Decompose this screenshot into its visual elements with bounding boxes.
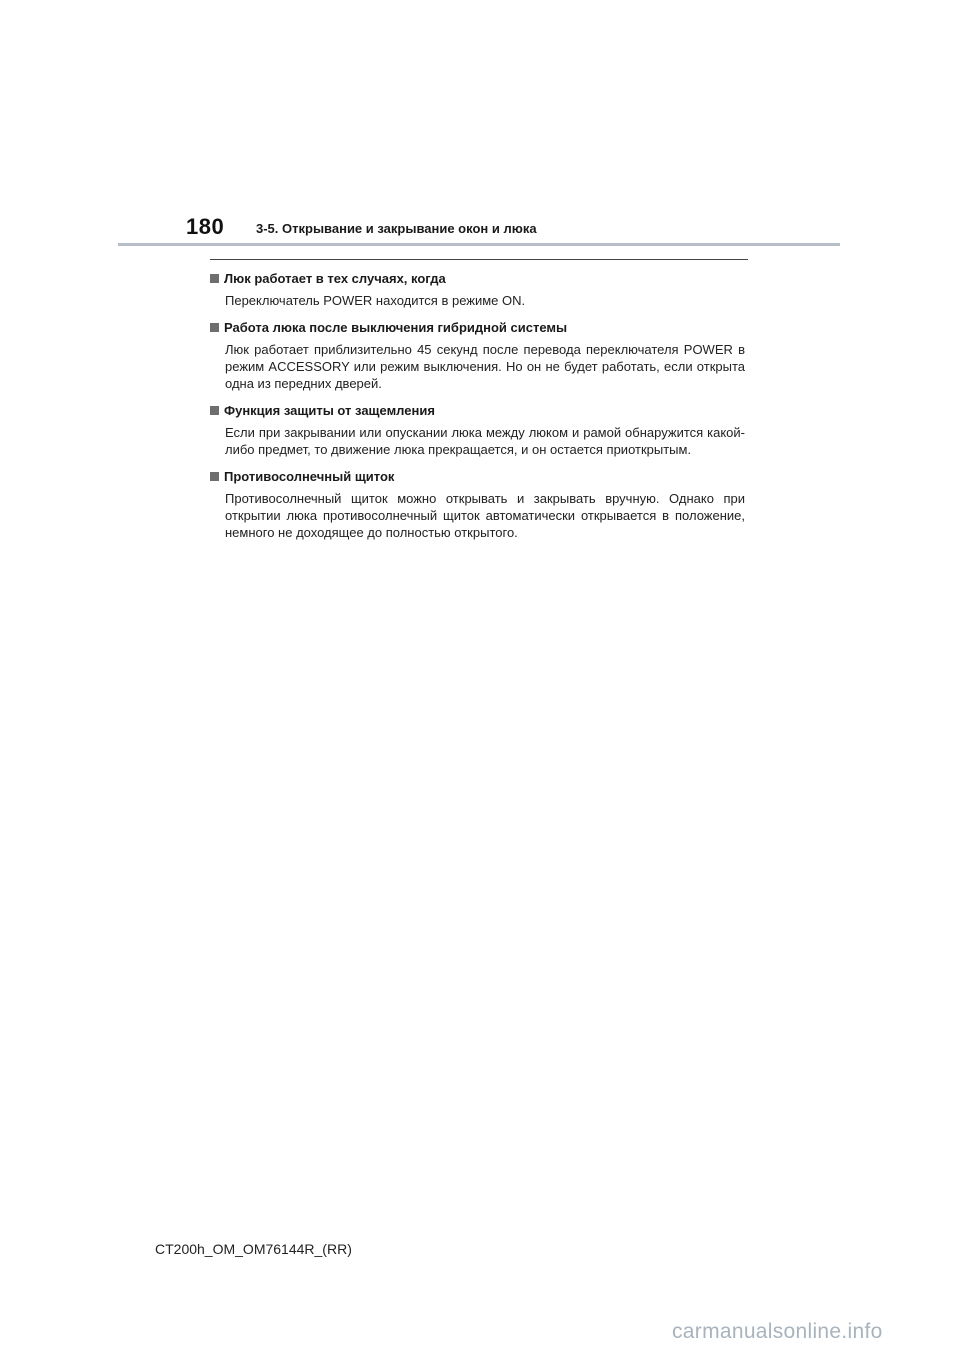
item-text: Противосолнечный щиток можно открывать и закрывать вручную. Однако при открытии люка противосолнечный щиток автоматически открывается в положение, немного не доходящее до полностью открытого.	[225, 491, 745, 540]
watermark: carmanualsonline.info	[672, 1320, 883, 1343]
item-text: Люк работает приблизительно 45 секунд после перевода переключателя POWER в режим ACCESSORY или режим выключения. Но он не будет работать, если открыта одна из передних дверей.	[225, 342, 745, 391]
list-item	[210, 402, 745, 458]
content-divider	[210, 259, 748, 260]
square-bullet-icon	[210, 472, 219, 481]
square-bullet-icon	[210, 406, 219, 415]
document-id: CT200h_OM_OM76144R_(RR)	[155, 1241, 352, 1257]
item-heading-text: Противосолнечный щиток	[224, 469, 395, 484]
item-heading	[210, 270, 745, 287]
item-heading	[210, 402, 745, 419]
list-item	[210, 468, 745, 541]
page-number: 180	[186, 214, 225, 239]
item-heading	[210, 319, 745, 336]
list-item	[210, 270, 745, 309]
item-heading	[210, 468, 745, 485]
section-title: 3-5. Открывание и закрывание окон и люка	[256, 221, 537, 236]
page-header	[0, 0, 960, 250]
item-text: Переключатель POWER находится в режиме ON.	[225, 293, 526, 308]
square-bullet-icon	[210, 323, 219, 332]
square-bullet-icon	[210, 274, 219, 283]
item-heading-text: Функция защиты от защемления	[224, 403, 435, 418]
item-heading-text: Работа люка после выключения гибридной системы	[224, 320, 568, 335]
item-text: Если при закрывании или опускании люка между люком и рамой обнаружится какой-либо предмет, то движение люка прекращается, и он остается приоткрытым.	[225, 425, 745, 457]
header-divider	[118, 243, 840, 246]
list-item	[210, 319, 745, 392]
content-body	[210, 270, 745, 551]
item-heading-text: Люк работает в тех случаях, когда	[224, 271, 446, 286]
